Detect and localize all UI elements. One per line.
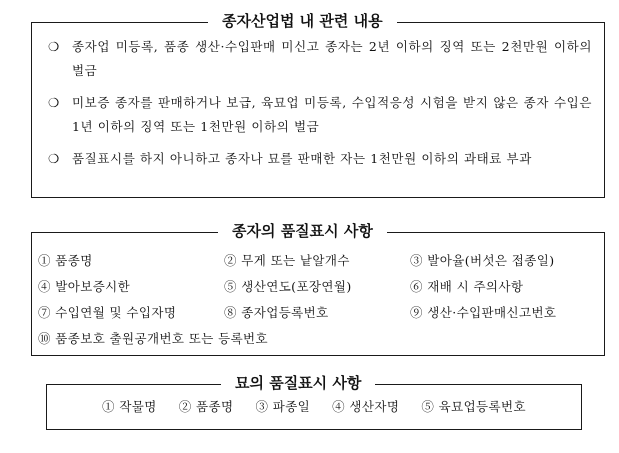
law-item — [48, 91, 592, 139]
seed-label-title: 종자의 품질표시 사항 — [218, 221, 387, 241]
seedling-label-title: 묘의 품질표시 사항 — [221, 373, 375, 393]
grid-row — [38, 299, 596, 325]
law-item-text: 종자업 미등록, 품종 생산·수입판매 미신고 종자는 2년 이하의 징역 또는 2천만원 이하의 벌금 — [72, 39, 592, 78]
circle-bullet-icon: ❍ — [48, 95, 60, 110]
label-item: ② 무게 또는 낱알개수 — [224, 253, 350, 268]
label-item: ③ 파종일 — [255, 399, 311, 414]
label-item: ④ 생산자명 — [332, 399, 400, 414]
circle-bullet-icon: ❍ — [48, 151, 60, 166]
label-item: ② 품종명 — [178, 399, 234, 414]
label-item: ⑥ 재배 시 주의사항 — [410, 279, 524, 294]
seedling-label-section — [46, 374, 582, 430]
seed-label-section — [31, 222, 605, 356]
label-item: ④ 발아보증시한 — [38, 279, 131, 294]
law-item-text: 품질표시를 하지 아니하고 종자나 묘를 판매한 자는 1천만원 이하의 과태료 부과 — [72, 151, 532, 166]
label-item: ⑤ 생산연도(포장연월) — [224, 279, 352, 294]
label-item: ⑩ 품종보호 출원공개번호 또는 등록번호 — [38, 331, 268, 346]
label-item: ① 품종명 — [38, 253, 93, 268]
seed-label-grid — [38, 247, 596, 351]
label-item: ⑧ 종자업등록번호 — [224, 305, 329, 320]
law-item — [48, 35, 592, 83]
law-section — [31, 12, 605, 198]
law-item-text: 미보증 종자를 판매하거나 보급, 육묘업 미등록, 수입적응성 시험을 받지 않은 종자 수입은 1년 이하의 징역 또는 1천만원 이하의 벌금 — [72, 95, 592, 134]
label-item: ⑦ 수입연월 및 수입자명 — [38, 305, 177, 320]
law-section-title: 종자산업법 내 관련 내용 — [208, 11, 397, 31]
label-item: ③ 발아율(버섯은 접종일) — [410, 253, 555, 268]
circle-bullet-icon: ❍ — [48, 39, 60, 54]
label-item: ⑨ 생산·수입판매신고번호 — [410, 305, 557, 320]
law-item — [48, 147, 592, 171]
label-item: ① 작물명 — [102, 399, 157, 414]
seedling-label-row — [47, 397, 581, 415]
grid-row — [38, 273, 596, 299]
label-item: ⑤ 육묘업등록번호 — [421, 399, 526, 414]
grid-row — [38, 325, 596, 351]
grid-row — [38, 247, 596, 273]
